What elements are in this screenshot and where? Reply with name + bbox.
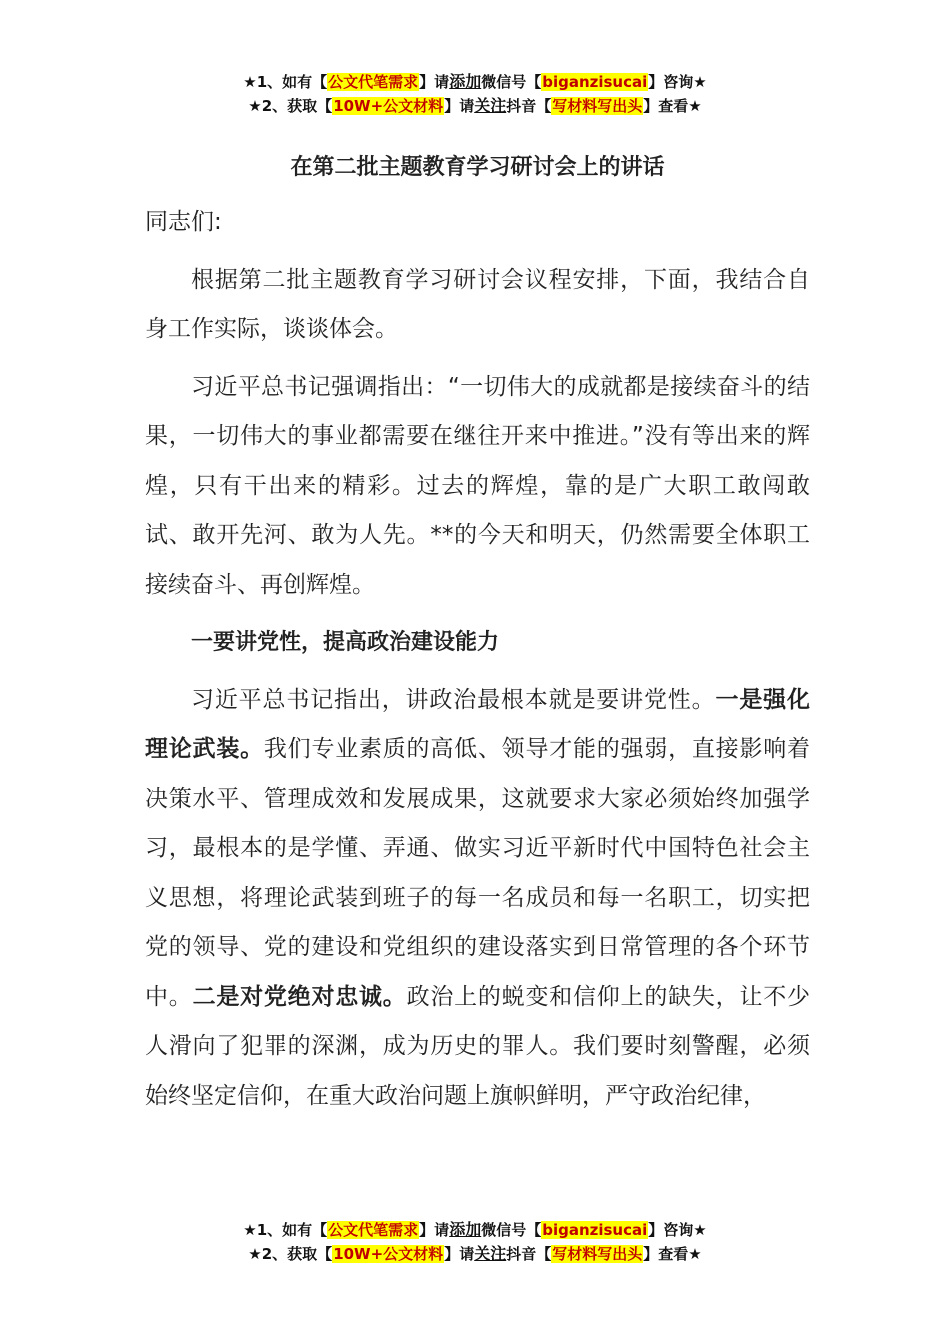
promo-highlight: 公文代笔需求 (328, 73, 419, 91)
document-body (145, 148, 810, 1129)
promo-line-1 (0, 70, 950, 94)
promo-underline: 关注 (474, 1244, 507, 1263)
bold-point-2: 二是对党绝对忠诚。 (192, 983, 407, 1010)
promo-text: 】请 (419, 73, 450, 91)
promo-text: 】请 (444, 97, 475, 115)
promo-underline: 关注 (474, 96, 507, 115)
promo-text: ★2、获取【 (248, 1245, 333, 1263)
promo-highlight-douyin: 写材料写出头 (552, 97, 643, 115)
promo-text: 】咨询★ (648, 73, 707, 91)
salutation: 同志们: (145, 209, 222, 235)
paragraph-text: 我们专业素质的高低、领导才能的强弱，直接影响着决策水平、管理成效和发展成果，这就要求大家必须始终加强学习，最根本的是学懂、弄通、做实习近平新时代中国特色社会主义思想，将理论武装到班子的每一名成员和每一名职工，切实把党的领导、党的建设和党组织的建设落实到日常管理的各个环节中。 (145, 736, 811, 1010)
promo-text: ★2、获取【 (248, 97, 333, 115)
promo-line-2 (0, 94, 950, 118)
paragraph-2: 习近平总书记强调指出：“一切伟大的成就都是接续奋斗的结果，一切伟大的事业都需要在继往开来中推进。”没有等出来的辉煌，只有干出来的精彩。过去的辉煌，靠的是广大职工敢闯敢试、敢开先河、敢为人先。**的今天和明天，仍然需要全体职工接续奋斗、再创辉煌。 (145, 373, 810, 598)
promo-underline: 添加 (449, 72, 482, 91)
paragraph-3 (145, 676, 810, 1122)
promo-text: ★1、如有【 (243, 73, 328, 91)
promo-highlight-wechat-id: biganzisucai (542, 73, 648, 91)
promo-banner-top (0, 70, 950, 118)
promo-text: 抖音【 (506, 1245, 552, 1263)
promo-highlight-douyin: 写材料写出头 (552, 1245, 643, 1263)
document-title: 在第二批主题教育学习研讨会上的讲话 (290, 155, 665, 180)
promo-underline: 添加 (449, 1220, 482, 1239)
paragraph-text: 习近平总书记指出，讲政治最根本就是要讲党性。 (191, 686, 716, 713)
promo-highlight: 公文代笔需求 (328, 1221, 419, 1239)
promo-highlight: 10W+公文材料 (333, 97, 444, 115)
promo-highlight: 10W+公文材料 (333, 1245, 444, 1263)
promo-text: 微信号【 (481, 73, 542, 91)
paragraph-text: 政治上的蜕变和信仰上的缺失，让不少人滑向了犯罪的深渊，成为历史的罪人。我们要时刻警醒，必须始终坚定信仰，在重大政治问题上旗帜鲜明，严守政治纪律， (145, 983, 811, 1109)
promo-text: 】咨询★ (648, 1221, 707, 1239)
promo-text: 】请 (419, 1221, 450, 1239)
promo-text: 抖音【 (506, 97, 552, 115)
promo-highlight-wechat-id: biganzisucai (542, 1221, 648, 1239)
bold-point-1: 一是强化理论武装。 (145, 686, 811, 762)
promo-text: ★1、如有【 (243, 1221, 328, 1239)
promo-banner-bottom (0, 1218, 950, 1266)
promo-line-1 (0, 1218, 950, 1242)
promo-text: 微信号【 (481, 1221, 542, 1239)
promo-text: 】查看★ (643, 97, 702, 115)
promo-text: 】查看★ (643, 1245, 702, 1263)
section-heading-1: 一要讲党性，提高政治建设能力 (191, 630, 500, 655)
promo-line-2 (0, 1242, 950, 1266)
promo-text: 】请 (444, 1245, 475, 1263)
paragraph-1: 根据第二批主题教育学习研讨会议程安排，下面，我结合自身工作实际，谈谈体会。 (145, 266, 810, 342)
